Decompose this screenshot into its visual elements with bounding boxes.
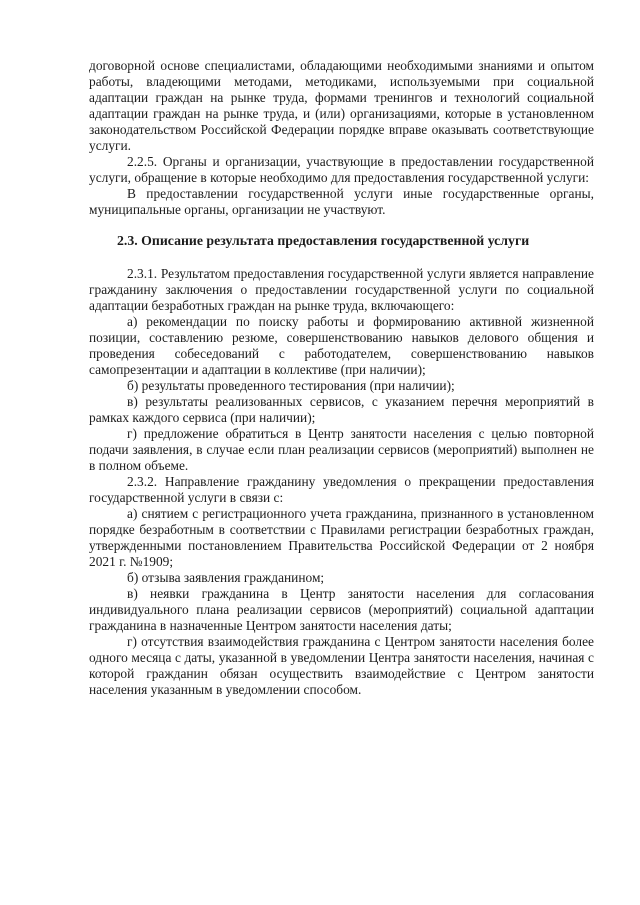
reason-item-b: б) отзыва заявления гражданином; — [127, 570, 325, 585]
list-item-v: в) результаты реализованных сервисов, с указанием перечня мероприятий в рамках каждого сервиса (при наличии); — [89, 394, 594, 425]
document-page — [89, 58, 594, 698]
reason-item-g: г) отсутствия взаимодействия гражданина с Центром занятости населения более одного месяца с даты, указанной в уведомлении Центра занятости населения, начиная с которой гражданин обязан осуществить взаимодействие с Центром занятости населения указанным в уведомлении способом. — [89, 634, 594, 697]
paragraph-no-participants: В предоставлении государственной услуги иные государственные органы, муниципальные органы, организации не участвуют. — [89, 186, 594, 217]
paragraph-continuation: договорной основе специалистами, обладающими необходимыми знаниями и опытом работы, владеющими методами, методиками, используемыми при социальной адаптации граждан на рынке труда, формами тренингов и технологий социальной адаптации граждан на рынке труда, и (или) организациями, которые в установленном законодательством Российской Федерации порядке вправе оказывать соответствующие услуги. — [89, 58, 594, 153]
list-item-a: а) рекомендации по поиску работы и формированию активной жизненной позиции, составлению резюме, совершенствованию навыков делового общения и проведения собеседований с работодателем, совершенствованию навыков самопрезентации и адаптации в коллективе (при наличии); — [89, 314, 594, 377]
reason-item-v: в) неявки гражданина в Центр занятости населения для согласования индивидуального плана реализации сервисов (мероприятий) социальной адаптации гражданина в назначенные Центром занятости населения даты; — [89, 586, 594, 633]
list-item-b: б) результаты проведенного тестирования (при наличии); — [127, 378, 455, 393]
list-item-g: г) предложение обратиться в Центр занятости населения с целью повторной подачи заявления, в случае если план реализации сервисов (мероприятий) выполнен не в полном объеме. — [89, 426, 594, 473]
paragraph-2-3-1: 2.3.1. Результатом предоставления государственной услуги является направление гражданину заключения о предоставлении государственной услуги по социальной адаптации безработных граждан на рынке труда, включающего: — [89, 266, 594, 313]
paragraph-2-3-2: 2.3.2. Направление гражданину уведомления о прекращении предоставления государственной услуги в связи с: — [89, 474, 594, 505]
paragraph-2-2-5: 2.2.5. Органы и организации, участвующие в предоставлении государственной услуги, обращение в которые необходимо для предоставления государственной услуги: — [89, 154, 594, 185]
section-heading: 2.3. Описание результата предоставления государственной услуги — [117, 233, 530, 248]
reason-item-a: а) снятием с регистрационного учета гражданина, признанного в установленном порядке безработным в соответствии с Правилами регистрации безработных граждан, утвержденными постановлением Правительства Российской Федерации от 2 ноября 2021 г. №1909; — [89, 506, 594, 569]
